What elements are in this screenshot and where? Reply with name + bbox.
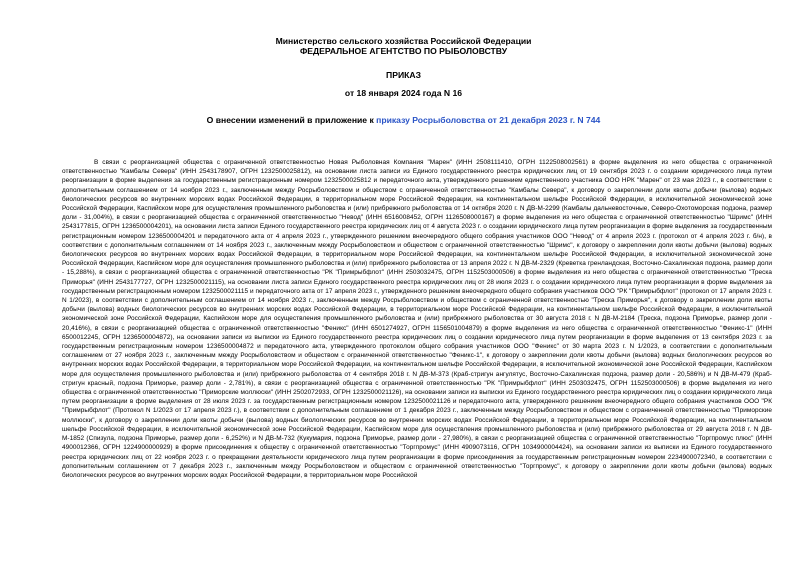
body-paragraph: В связи с реорганизацией общества с ограниченной ответственностью Новая Рыболовная Компания "Марен" (ИНН 2508111410, ОГРН 1122508002561) в форме выделения из него общества с ограниченной ответственностью "Камбалы Севера" (ИНН 2543178907, ОГРН 1232500025812), на основании листа записи из Единого государственного реестра юридических лиц от 19 сентября 2023 г. о создании юридического лица путем реорганизации в форме выделения за государственным регистрационным номером 1232500025812 и передаточного акта, утвержденного решением единственного участника ООО НРК "Марен" от 23 мая 2023 г., в соответствии с дополнительным соглашением от 14 ноября 2023 г., заключенным между Росрыболовством и обществом с ограниченной ответственностью "Камбалы Севера", к договору о закреплении доли квоты добычи (вылова) водных биологических ресурсов во внутренних морских водах Российской Федерации, в территориальном море Российской Федерации, на континентальном шельфе Российской Федерации, в исключительной экономической зоне Российской Федерации, Каспийском море для осуществления промышленного рыболовства и (или) прибрежного рыболовства от 14 октября 2020 г. N ДВ-М-2299 (Камбалы дальневосточные, Северо-Охотоморская подзона, размер доли - 31,004%), в связи с реорганизацией общества с ограниченной ответственностью "Невод" (ИНН 6516008452, ОГРН 1126508000167) в форме выделения из него общества с ограниченной ответственностью "Шримс" (ИНН 2543177815, ОГРН 1236500004201), на основании листа записи Единого государственного реестра юридических лиц от 4 августа 2023 г. о создании юридического лица путем реорганизации в форме выделения за государственным регистрационным номером 1236500004201 и передаточного акта от 4 апреля 2023 г., утвержденного решением внеочередного общего собрания участников ООО "Невод" от 4 апреля 2023 г. (протокол от 4 апреля 2023 г. б/н), в соответствии с дополнительным соглашением от 14 ноября 2023 г., заключенным между Росрыболовством и обществом с ограниченной ответственностью "Шримс", к договору о закреплении доли квоты добычи (вылова) водных биологических ресурсов во внутренних морских водах Российской Федерации, в территориальном море Российской Федерации, на континентальном шельфе Российской Федерации, в исключительной экономической зоне Российской Федерации, Каспийском море для осуществления промышленного рыболовства и (или) прибрежного рыболовства от 13 апреля 2022 г. N ДВ-М-2329 (Креветка гренландская, Восточно-Сахалинская подзона, размер доли - 15,288%), в связи с реорганизацией общества с ограниченной ответственностью "РК "Примрыбфлот" (ИНН 2503032475, ОГРН 1152503000506) в форме выделения из него общества с ограниченной ответственностью "Треска Приморья" (ИНН 2543177727, ОГРН 1232500021115), на основании листа записи Единого государственного реестра юридических лиц от 28 июля 2023 г. о создании юридического лица путем реорганизации в форме выделения за государственным регистрационным номером 1232500021115 и передаточного акта от 17 апреля 2023 г., утвержденного решением внеочередного общего собрания участников ООО "РК "Примрыбфлот" (протокол от 17 апреля 2023 г. N 1/2023), в соответствии с дополнительным соглашением от 14 ноября 2023 г., заключенным между Росрыболовством и обществом с ограниченной ответственностью "Треска Приморья", к договору о закреплении доли квоты добычи (вылова) водных биологических ресурсов во внутренних морских водах Российской Федерации, в территориальном море Российской Федерации, на континентальном шельфе Российской Федерации, в исключительной экономической зоне Российской Федерации, Каспийском море для осуществления промышленного рыболовства и (или) прибрежного рыболовства от 30 августа 2018 г. N ДВ-М-2184 (Треска, подзона Приморье, размер доли - 20,416%), в связи с реорганизацией общества с ограниченной ответственностью "Феникс" (ИНН 6501274927, ОГРН 1156501004879) в форме выделения из него общества с ограниченной ответственностью "Феникс-1" (ИНН 6500012245, ОГРН 1236500004872), на основании записи из выписки из Единого государственного реестра юридических лиц о создании юридического лица путем реорганизации в форме выделения от 13 сентября 2023 г. за государственным регистрационным номером 1236500004872 и передаточного акта, утвержденного протоколом общего собрания участников ООО "Феникс" от 30 марта 2023 г. N 1/2023, в соответствии с дополнительным соглашением от 27 ноября 2023 г., заключенным между Росрыболовством и обществом с ограниченной ответственностью "Феникс-1", к договору о закреплении доли квоты добычи (вылова) водных биологических ресурсов во внутренних морских водах Российской Федерации, в территориальном море Российской Федерации, на континентальном шельфе Российской Федерации, в исключительной экономической зоне Российской Федерации, Каспийском море для осуществления промышленного рыболовства и (или) прибрежного рыболовства от 4 сентября 2018 г. N ДВ-М-373 (Краб-стригун ангулятус, Восточно-Сахалинская подзона, размер доли - 20,586%) и N ДВ-М-479 (Краб-стригун красный, подзона Приморье, размер доли - 2,781%), в связи с реорганизацией общества с ограниченной ответственностью "РК "Примрыбфлот" (ИНН 2503032475, ОГРН 1152503000506) в форме выделения из него общества с ограниченной ответственностью "Приморские моллюски" (ИНН 2502072933, ОГРН 1232500021126), на основании записи из выписки из Единого государственного реестра юридических лиц о создании юридического лица путем реорганизации в форме выделения от 28 июля 2023 г. за государственным регистрационным номером 1232500021126 и передаточного акта, утвержденного решением внеочередного общего собрания участников ООО "РК "Примрыбфлот" (Протокол N 1/2023 от 17 апреля 2023 г.), в соответствии с дополнительным соглашением от 1 декабря 2023 г., заключенным между Росрыболовством и обществом с ограниченной ответственностью "Приморские моллюски", к договору о закреплении доли квоты добычи (вылова) водных биологических ресурсов во внутренних морских водах Российской Федерации, в территориальном море Российской Федерации, на континентальном шельфе Российской Федерации, в исключительной экономической зоне Российской Федерации, Каспийском море для осуществления промышленного рыболовства и (или) прибрежного рыболовства от 29 августа 2018 г. N ДВ-М-1852 (Спизула, подзона Приморье, размер доли - 6,252%) и N ДВ-М-732 (Кукумария, подзона Приморье, размер доли - 27,980%), в связи с реорганизацией общества с ограниченной ответственностью "Торгпромус плюс" (ИНН 4900012366, ОГРН 1224900000929) в форме присоединения к обществу с ограниченной ответственностью "Торгпромус" (ИНН 4909073116, ОГРН 1034900004424), на основании записи из выписки из Единого государственного реестра юридических лиц от 22 ноября 2023 г. о прекращении деятельности юридического лица путем реорганизации в форме присоединения за государственным регистрационным номером 2234900072340, в соответствии с дополнительным соглашением от 7 декабря 2023 г., заключенным между Росрыболовством и обществом с ограниченной ответственностью "Торгпромус", к договору о закреплении доли квоты добычи (вылова) водных биологических ресурсов во внутренних морских водах Российской Федерации, в территориальном море Российской [62,159,772,479]
doc-title [0,115,807,125]
agency-name: ФЕДЕРАЛЬНОЕ АГЕНТСТВО ПО РЫБОЛОВСТВУ [299,46,508,56]
doc-type: ПРИКАЗ [386,70,421,80]
doc-date: от 18 января 2024 года N 16 [344,88,463,98]
doc-title-prefix: О внесении изменений в приложение к [206,115,377,125]
ministry-name: Министерство сельского хозяйства Российской Федерации [275,36,532,46]
order-link[interactable]: приказу Росрыболовства от 21 декабря 2023 г. N 744 [376,115,601,125]
